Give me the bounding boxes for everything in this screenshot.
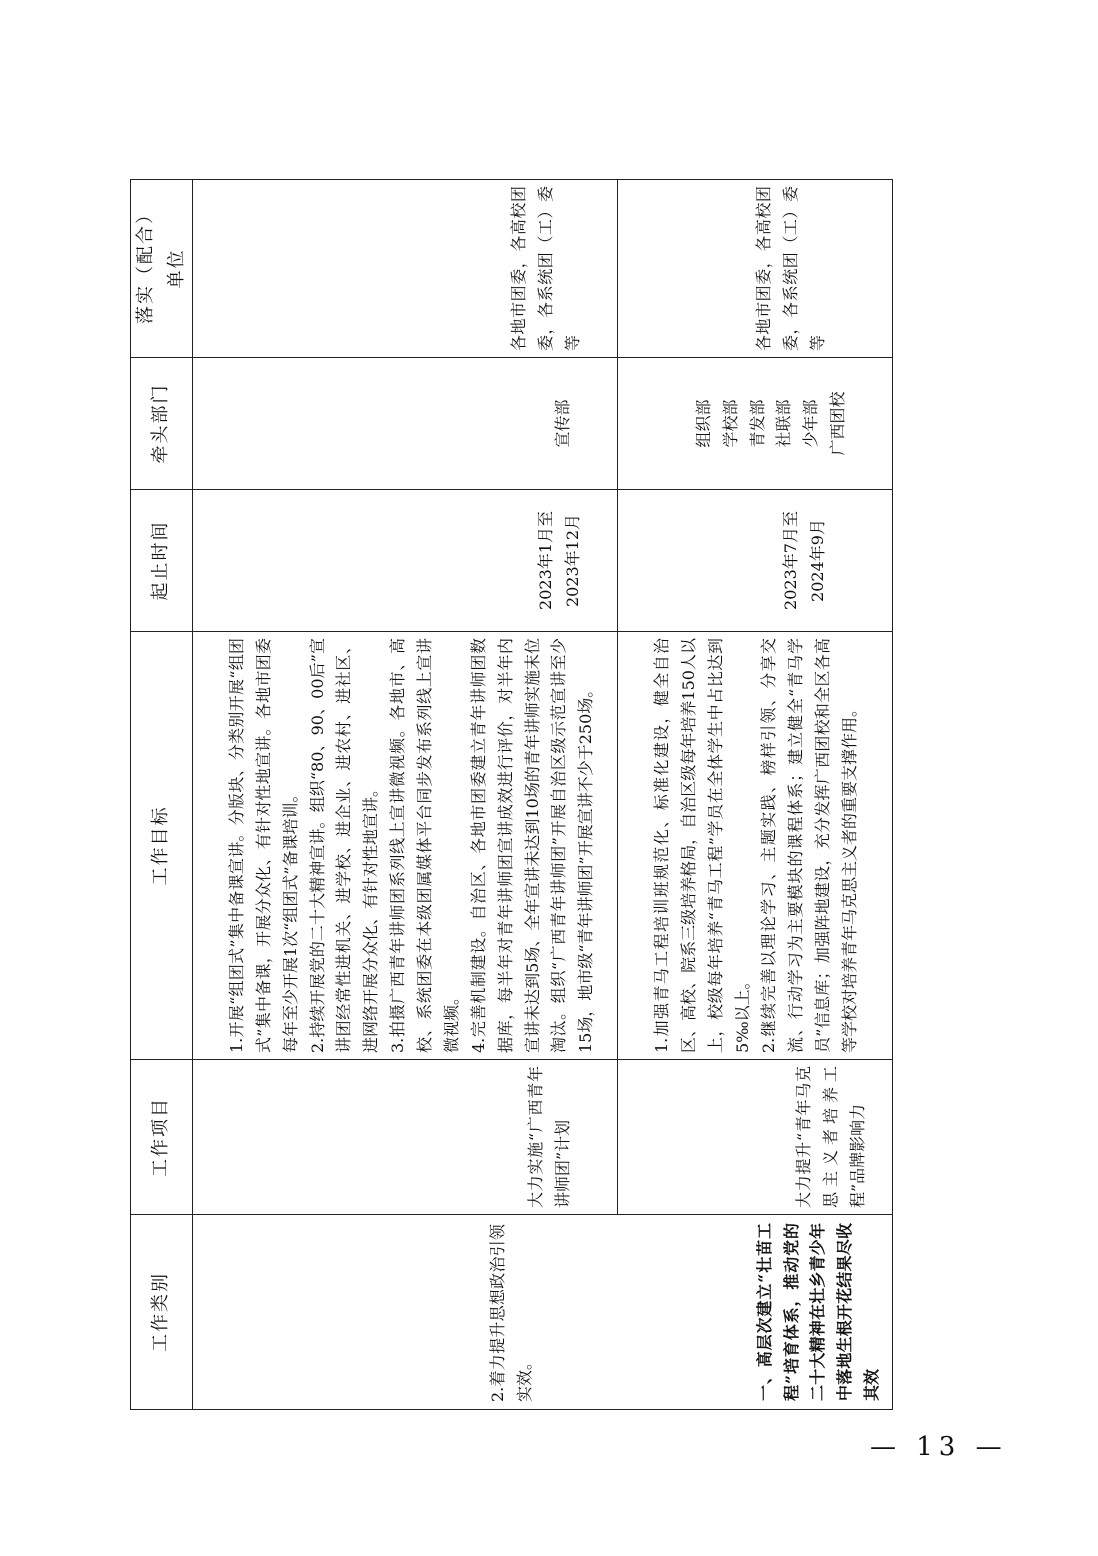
category-sub-text: 2.着力提升思想政治引领实效。 [488,1224,534,1402]
header-goal: 工作目标 [131,632,193,1060]
header-item: 工作项目 [131,1060,193,1215]
table-row [193,180,618,1410]
dept-cell [193,358,618,490]
goal-text: 1.加强青马工程培训班规范化、标准化建设，健全自治区、高校、院系三级培养格局，自治区级每年培养150人以上，校级每年培养“青马工程”学员在全体学生中占比达到5‰以上。 2.继续完善以理论学习、主题实践、榜样引领、分享交流、行动学习为主要模块的课程体系；建立健全“青马学员”信息库；加强阵地建设，充分发挥广西团校和全区各高等学校对培养青年马克思主义者的重要支撑作用。 [651,638,859,1053]
dept-text: 社联部 [774,399,794,448]
time-cell [193,490,618,632]
goal-cell [193,632,618,1060]
item-text: 大力提升“青年马克思主义者培养工程”品牌影响力 [794,1066,868,1208]
dept-text: 青发部 [747,399,767,448]
category-main-cell [193,1215,893,1410]
time-text: 2023年7月至2024年9月 [781,511,828,610]
dept-text: 宣传部 [553,399,573,448]
work-plan-table [130,180,892,1410]
unit-text: 各地市团委，各高校团委，各系统团（工）委等 [754,186,828,351]
header-time: 起止时间 [131,490,193,632]
dept-cell [618,358,893,490]
item-cell [618,1060,893,1215]
unit-cell [193,180,618,358]
unit-text: 各地市团委，各高校团委，各系统团（工）委等 [509,186,583,351]
dept-text: 组织部 [693,399,713,448]
page-number: — 13 — [870,1432,1008,1462]
goal-text: 1.开展“组团式”集中备课宣讲。分版块、分类别开展“组团式”集中备课，开展分众化、有针对性地宣讲。各地市团委每年至少开展1次“组团式”备课培训。 2.持续开展党的二十大精神宣讲。组织“80、90、00后”宣讲团经常性进机关、进学校、进企业、进农村、进社区、进网络开展分众化、有针对性地宣讲。 3.拍摄广西青年讲师团系列线上宣讲微视频。各地市、高校、系统团委在本级团属媒体平台同步发布系列线上宣讲微视频。 4.完善机制建设。自治区、各地市团委建立青年讲师团数据库，每半年对青年讲师团宣讲成效进行评价，对半年内宣讲未达到5场、全年宣讲未达到10场的青年讲师实施末位淘汰。组织“广西青年讲师团”开展自治区级示范宣讲至少15场，地市级“青年讲师团”开展宣讲不少于250场。 [226,638,596,1053]
dept-text: 广西团校 [828,391,848,456]
header-unit: 落实（配合）单位 [131,180,193,358]
time-cell [618,490,893,632]
category-main-text: 一、高层次建立“壮苗工程”培育体系，推动党的二十大精神在壮乡青少年中落地生根开花结果尽收其效 [754,1223,882,1401]
dept-text: 少年部 [801,399,821,448]
header-category: 工作类别 [131,1215,193,1410]
dept-text: 学校部 [720,399,740,448]
item-cell [193,1060,618,1215]
table-header-row [131,180,193,1410]
goal-cell [618,632,893,1060]
unit-cell [618,180,893,358]
item-text: 大力实施“广西青年讲师团”计划 [526,1066,573,1208]
time-text: 2023年1月至2023年12月 [536,511,583,610]
header-dept: 牵头部门 [131,358,193,490]
